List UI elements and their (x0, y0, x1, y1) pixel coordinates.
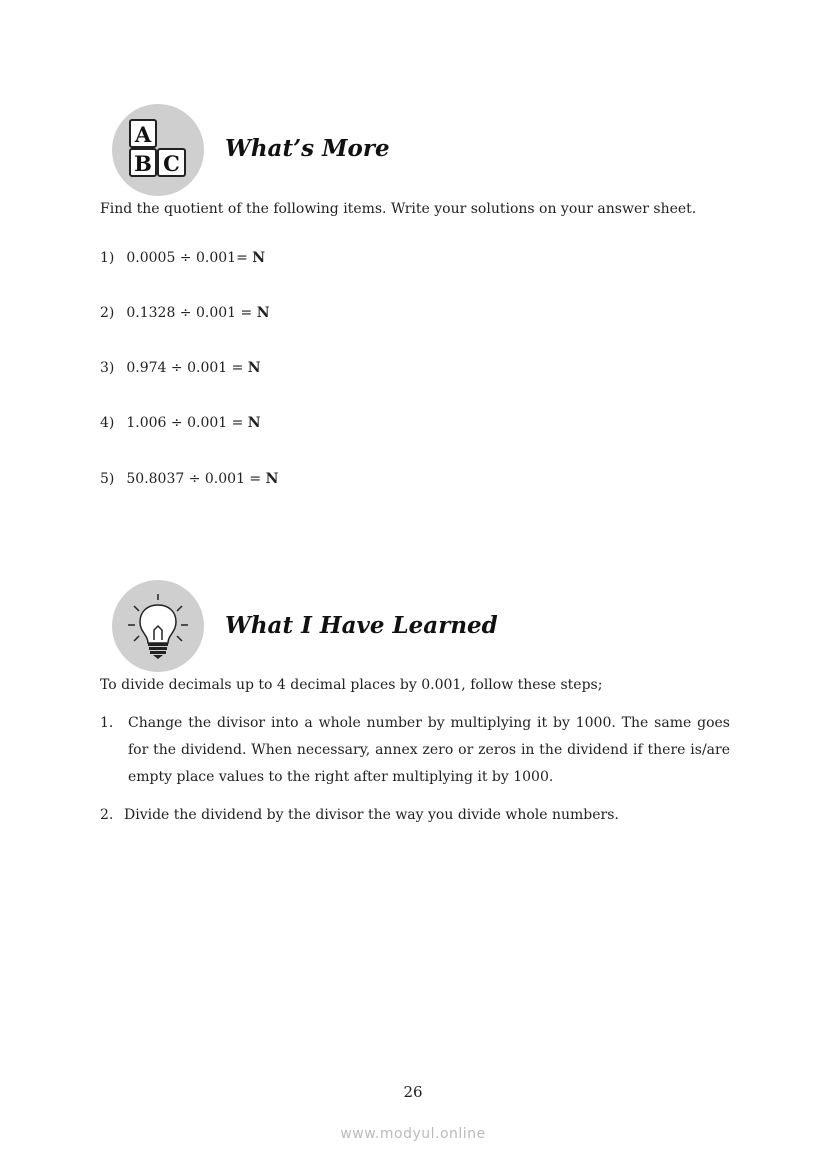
item-expression: 50.8037 ÷ 0.001 = (126, 471, 266, 487)
item-expression: 0.0005 ÷ 0.001= (126, 250, 253, 266)
item-answer: N (252, 250, 266, 266)
instruction-text: Find the quotient of the following items. Write your solutions on your answer sheet. (100, 201, 697, 217)
item-number: 5) (100, 471, 115, 487)
section-title-whats-more: What’s More (225, 135, 390, 162)
problem-item (100, 415, 261, 431)
item-answer: N (247, 415, 261, 431)
problem-item (100, 471, 278, 487)
step-text: Divide the dividend by the divisor the way you divide whole numbers. (124, 807, 619, 823)
item-expression: 0.1328 ÷ 0.001 = (126, 305, 257, 321)
watermark: www.modyul.online (340, 1126, 486, 1142)
item-number: 1) (100, 250, 115, 266)
step-item (100, 802, 730, 829)
problem-item (100, 305, 270, 321)
lightbulb-icon (112, 580, 204, 672)
step-item (100, 710, 730, 791)
svg-text:A: A (134, 122, 152, 147)
item-expression: 1.006 ÷ 0.001 = (126, 415, 248, 431)
item-answer: N (256, 305, 270, 321)
item-number: 2) (100, 305, 115, 321)
step-number: 2. (100, 807, 114, 823)
item-number: 3) (100, 360, 115, 376)
intro-text: To divide decimals up to 4 decimal places by 0.001, follow these steps; (100, 677, 603, 693)
item-expression: 0.974 ÷ 0.001 = (126, 360, 248, 376)
page-number: 26 (403, 1083, 423, 1101)
item-answer: N (247, 360, 261, 376)
svg-text:C: C (163, 151, 180, 176)
item-answer: N (265, 471, 279, 487)
section-title-what-i-have-learned: What I Have Learned (225, 612, 498, 639)
problem-item (100, 250, 265, 266)
item-number: 4) (100, 415, 115, 431)
svg-text:B: B (134, 151, 152, 176)
step-text: Change the divisor into a whole number by multiplying it by 1000. The same goes for the dividend. When necessary, annex zero or zeros in the dividend if there is/are empty place values to the right after multiplying it by 1000. (128, 715, 730, 785)
step-number: 1. (100, 715, 114, 731)
problem-item (100, 360, 261, 376)
abc-blocks-icon (112, 104, 204, 196)
